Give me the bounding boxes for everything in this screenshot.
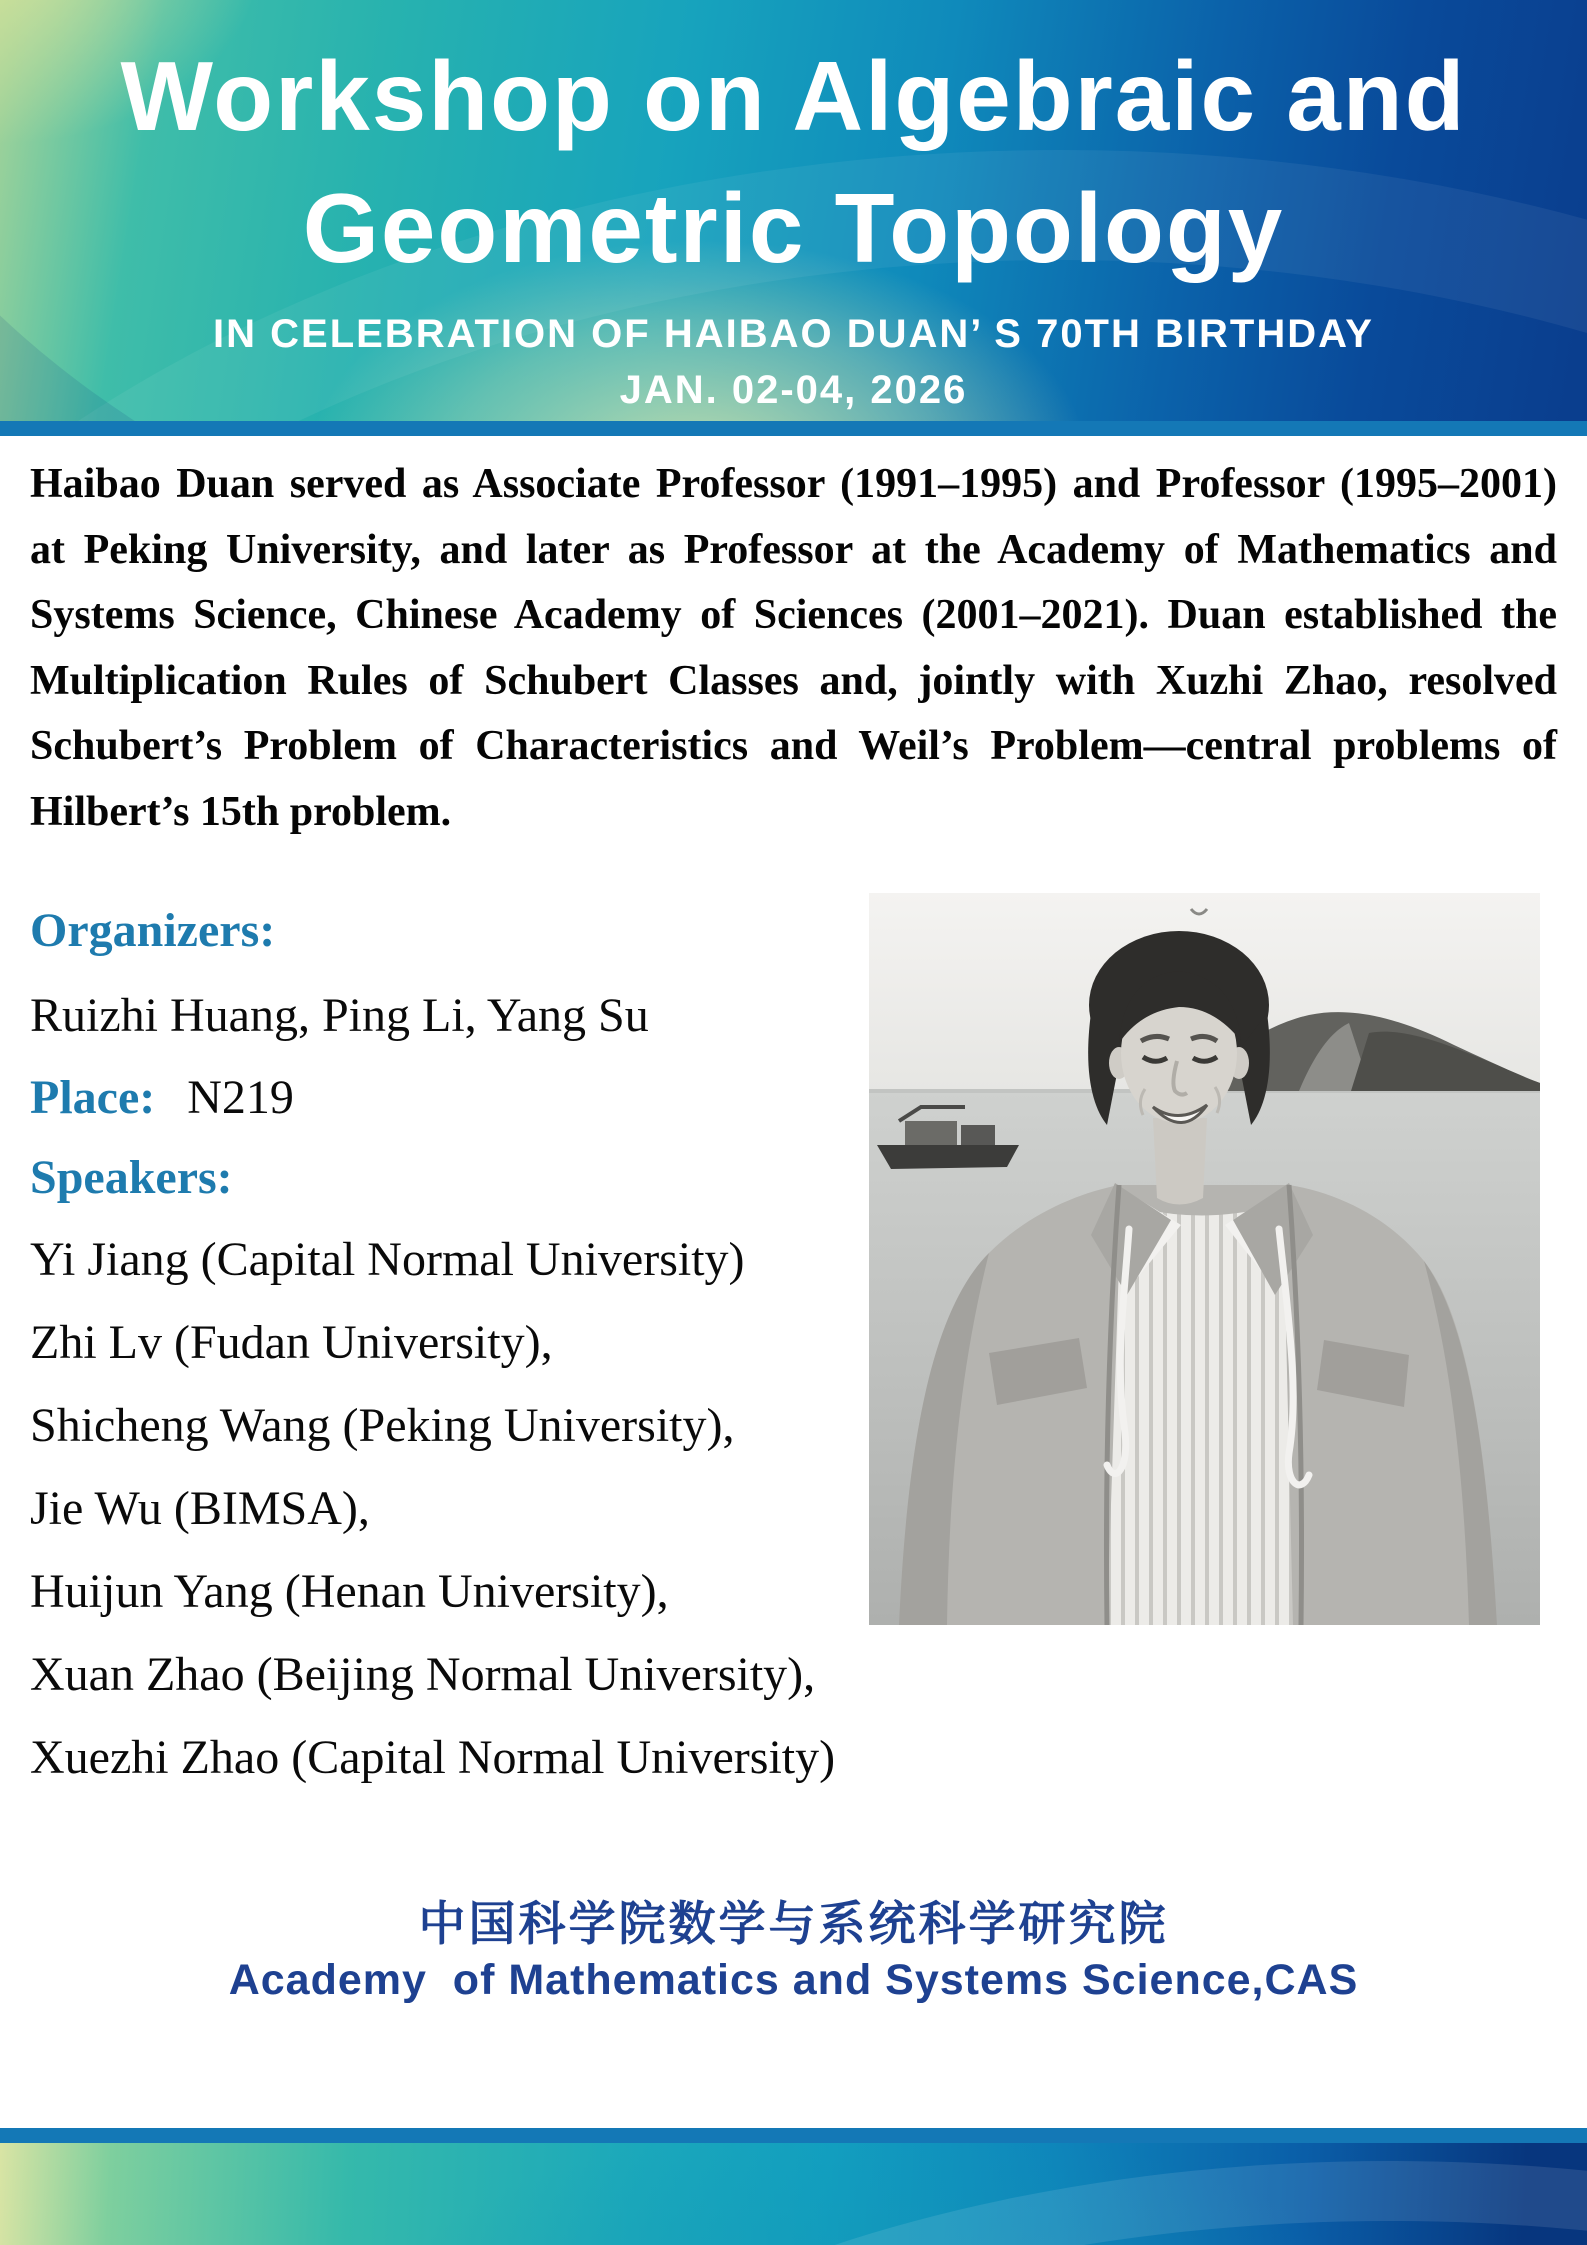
poster-date: JAN. 02-04, 2026 [619, 368, 968, 412]
speaker-item: Xuezhi Zhao (Capital Normal University) [30, 1731, 836, 1784]
speaker-item: Shicheng Wang (Peking University), [30, 1399, 735, 1452]
header-divider-bar [0, 421, 1587, 436]
speaker-item: Xuan Zhao (Beijing Normal University), [30, 1648, 816, 1701]
speaker-item: Jie Wu (BIMSA), [30, 1482, 370, 1535]
speaker-item: Huijun Yang (Henan University), [30, 1565, 669, 1618]
poster-title-line2: Geometric Topology [302, 173, 1285, 283]
footer-institute-en: Academy of Mathematics and Systems Science,CAS [228, 1956, 1359, 2004]
bottom-divider-bar [0, 2128, 1587, 2143]
poster-title [0, 30, 1587, 294]
haibao-duan-portrait-photo [869, 893, 1540, 1625]
poster-subtitle: IN CELEBRATION OF HAIBAO DUAN’ S 70TH BIRTHDAY [213, 312, 1374, 356]
speakers-list [30, 1218, 835, 1799]
bio-paragraph: Haibao Duan served as Associate Professor (1991–1995) and Professor (1995–2001) at Peking University, and later as Professor at the Academy of Mathematics and Systems Science, Chinese Academy of Sciences (2001–2021). Duan established the Multiplication Rules of Schubert Classes and, jointly with Xuzhi Zhao, resolved Schubert’s Problem of Characteristics and Weil’s Problem—central problems of Hilbert’s 15th problem. [30, 461, 1557, 835]
speakers-heading: Speakers: [30, 1151, 233, 1204]
speaker-item: Yi Jiang (Capital Normal University) [30, 1233, 745, 1286]
bottom-gradient-band [0, 2143, 1587, 2245]
footer-institute-cn: 中国科学院数学与系统科学研究院 [418, 1897, 1169, 1950]
place-row [30, 1070, 294, 1126]
place-heading: Place: [30, 1071, 156, 1124]
place-value: N219 [187, 1071, 294, 1124]
organizers-names: Ruizhi Huang, Ping Li, Yang Su [30, 989, 649, 1042]
poster-title-line1: Workshop on Algebraic and [120, 41, 1467, 151]
speaker-item: Zhi Lv (Fudan University), [30, 1316, 553, 1369]
header-banner [0, 0, 1587, 421]
organizers-heading: Organizers: [30, 904, 276, 957]
portrait-photo-graphic [869, 893, 1540, 1625]
